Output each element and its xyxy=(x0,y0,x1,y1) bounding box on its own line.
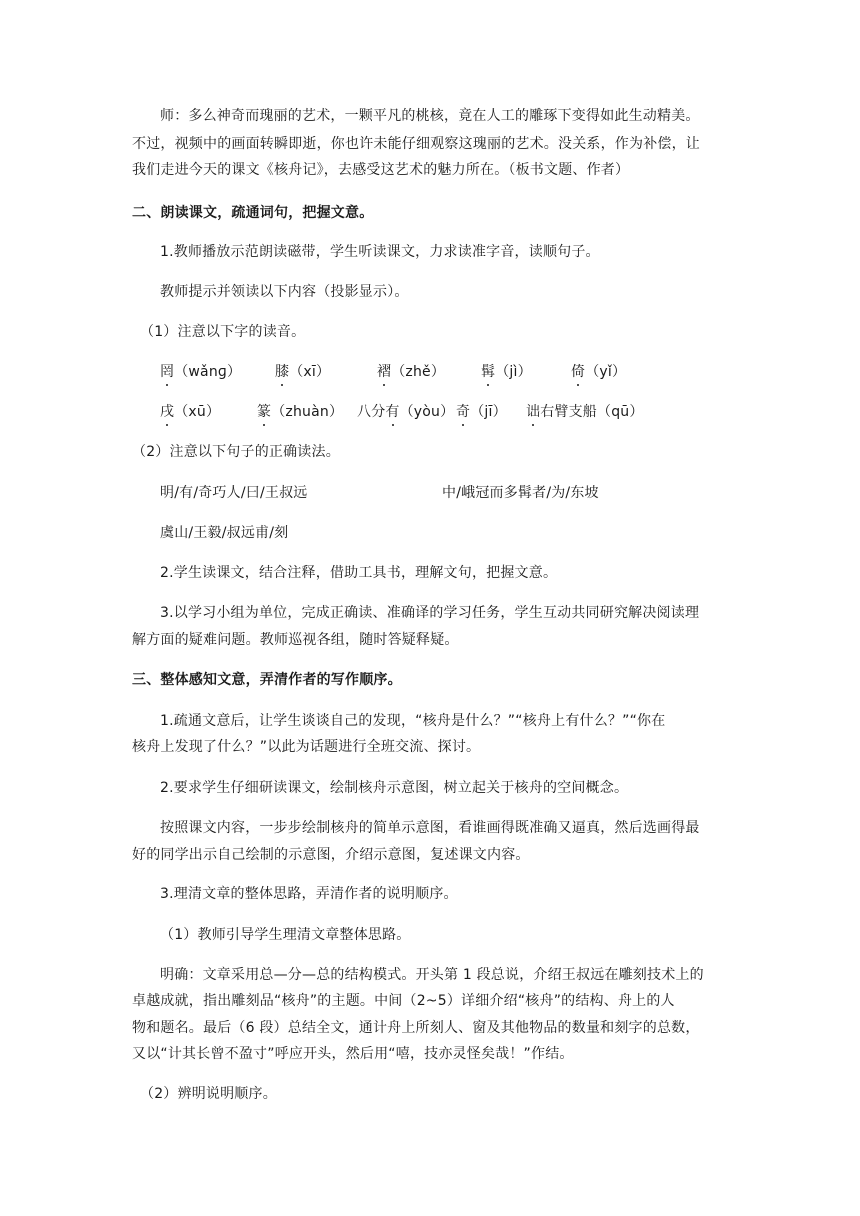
note-1: （1）注意以下字的读音。 xyxy=(140,324,306,340)
intro-line-1: 师：多么神奇而瑰丽的艺术，一颗平凡的桃核，竟在人工的雕琢下变得如此生动精美。 xyxy=(160,108,700,124)
pronunciation-item xyxy=(571,362,626,382)
section-2-prompt: 教师提示并领读以下内容（投影显示）。 xyxy=(160,284,409,300)
section-2-step-2: 2.学生读课文，结合注释，借助工具书，理解文句，把握文意。 xyxy=(160,565,558,581)
section-2-step-3-line-2: 解方面的疑难问题。教师巡视各组，随时答疑释疑。 xyxy=(132,632,459,648)
section-3-step-3: 3.理清文章的整体思路，弄清作者的说明顺序。 xyxy=(160,886,458,902)
reading: （jī） xyxy=(470,404,507,420)
reading: （yǐ） xyxy=(585,364,627,380)
dotted-char: 膝 xyxy=(275,364,290,380)
section-3-paragraph-line-2: 好的同学出示自己绘制的示意图，介绍示意图，复述课文内容。 xyxy=(132,847,530,863)
section-3-sub-2: （2）辨明说明顺序。 xyxy=(140,1086,277,1102)
section-2-heading: 二、朗读课文，疏通词句，把握文意。 xyxy=(132,205,374,221)
pronunciation-item xyxy=(160,362,241,382)
dotted-char: 髯 xyxy=(481,364,496,380)
dotted-char: 倚 xyxy=(571,364,586,380)
reading: （xī） xyxy=(289,364,331,380)
section-2-step-1: 1.教师播放示范朗读磁带，学生听读课文，力求读准字音，读顺句子。 xyxy=(160,244,600,260)
intro-line-3: 我们走进今天的课文《核舟记》，去感受这艺术的魅力所在。（板书文题、作者） xyxy=(132,162,630,178)
clarification-line-4: 又以“计其长曾不盈寸”呼应开头，然后用“嘻，技亦灵怪矣哉！”作结。 xyxy=(132,1046,574,1062)
note-2: （2）注意以下句子的正确读法。 xyxy=(132,444,340,460)
reading: （xū） xyxy=(174,404,221,420)
pronunciation-item xyxy=(357,402,454,422)
reading: （jì） xyxy=(495,364,532,380)
word-prefix: 八分 xyxy=(357,404,386,420)
section-3-step-1-line-2: 核舟上发现了什么？”以此为话题进行全班交流、探讨。 xyxy=(132,739,481,755)
dotted-char: 诎 xyxy=(526,404,541,420)
pronunciation-item xyxy=(377,362,445,382)
clarification-line-3: 物和题名。最后（6 段）总结全文，通计舟上所刻人、窗及其他物品的数量和刻字的总数， xyxy=(132,1020,700,1036)
pronunciation-item xyxy=(257,402,343,422)
reading: （zhě） xyxy=(391,364,446,380)
pronunciation-item xyxy=(275,362,330,382)
reading: （zhuàn） xyxy=(271,404,344,420)
section-3-sub-1: （1）教师引导学生理清文章整体思路。 xyxy=(160,927,411,943)
pronunciation-item xyxy=(456,402,507,422)
reading: （yòu） xyxy=(399,404,455,420)
dotted-char: 篆 xyxy=(257,404,272,420)
pronunciation-item xyxy=(526,402,644,422)
reading: （wǎnɡ） xyxy=(174,364,242,380)
sentence-reading-b: 中/峨冠而多髯者/为/东坡 xyxy=(442,485,599,501)
word-suffix: 右臂支船 xyxy=(540,404,598,420)
section-3-step-2: 2.要求学生仔细研读课文，绘制核舟示意图，树立起关于核舟的空间概念。 xyxy=(160,780,629,796)
section-3-paragraph-line-1: 按照课文内容，一步步绘制核舟的简单示意图，看谁画得既准确又逼真，然后选画得最 xyxy=(160,820,700,836)
section-3-step-1-line-1: 1.疏通文意后，让学生谈谈自己的发现，“核舟是什么？”“核舟上有什么？”“你在 xyxy=(160,713,666,729)
pronunciation-item xyxy=(481,362,532,382)
dotted-char: 戌 xyxy=(160,404,175,420)
dotted-char: 褶 xyxy=(377,364,392,380)
clarification-line-1: 明确：文章采用总—分—总的结构模式。开头第 1 段总说，介绍王叔远在雕刻技术上的 xyxy=(160,967,704,983)
dotted-char: 奇 xyxy=(456,404,471,420)
dotted-char: 罔 xyxy=(160,364,175,380)
section-2-step-3-line-1: 3.以学习小组为单位，完成正确读、准确译的学习任务，学生互动共同研究解决阅读理 xyxy=(160,605,700,621)
section-3-heading: 三、整体感知文意，弄清作者的写作顺序。 xyxy=(132,672,402,688)
dotted-char: 有 xyxy=(385,404,400,420)
clarification-line-2: 卓越成就，指出雕刻品“核舟”的主题。中间（2~5）详细介绍“核舟”的结构、舟上的人 xyxy=(132,993,675,1009)
sentence-reading-c: 虞山/王毅/叔远甫/刻 xyxy=(160,525,289,541)
reading: （qū） xyxy=(597,404,644,420)
intro-line-2: 不过，视频中的画面转瞬即逝，你也许未能仔细观察这瑰丽的艺术。没关系，作为补偿，让 xyxy=(132,136,700,152)
pronunciation-item xyxy=(160,402,220,422)
sentence-reading-a: 明/有/奇巧人/曰/王叔远 xyxy=(160,485,308,501)
